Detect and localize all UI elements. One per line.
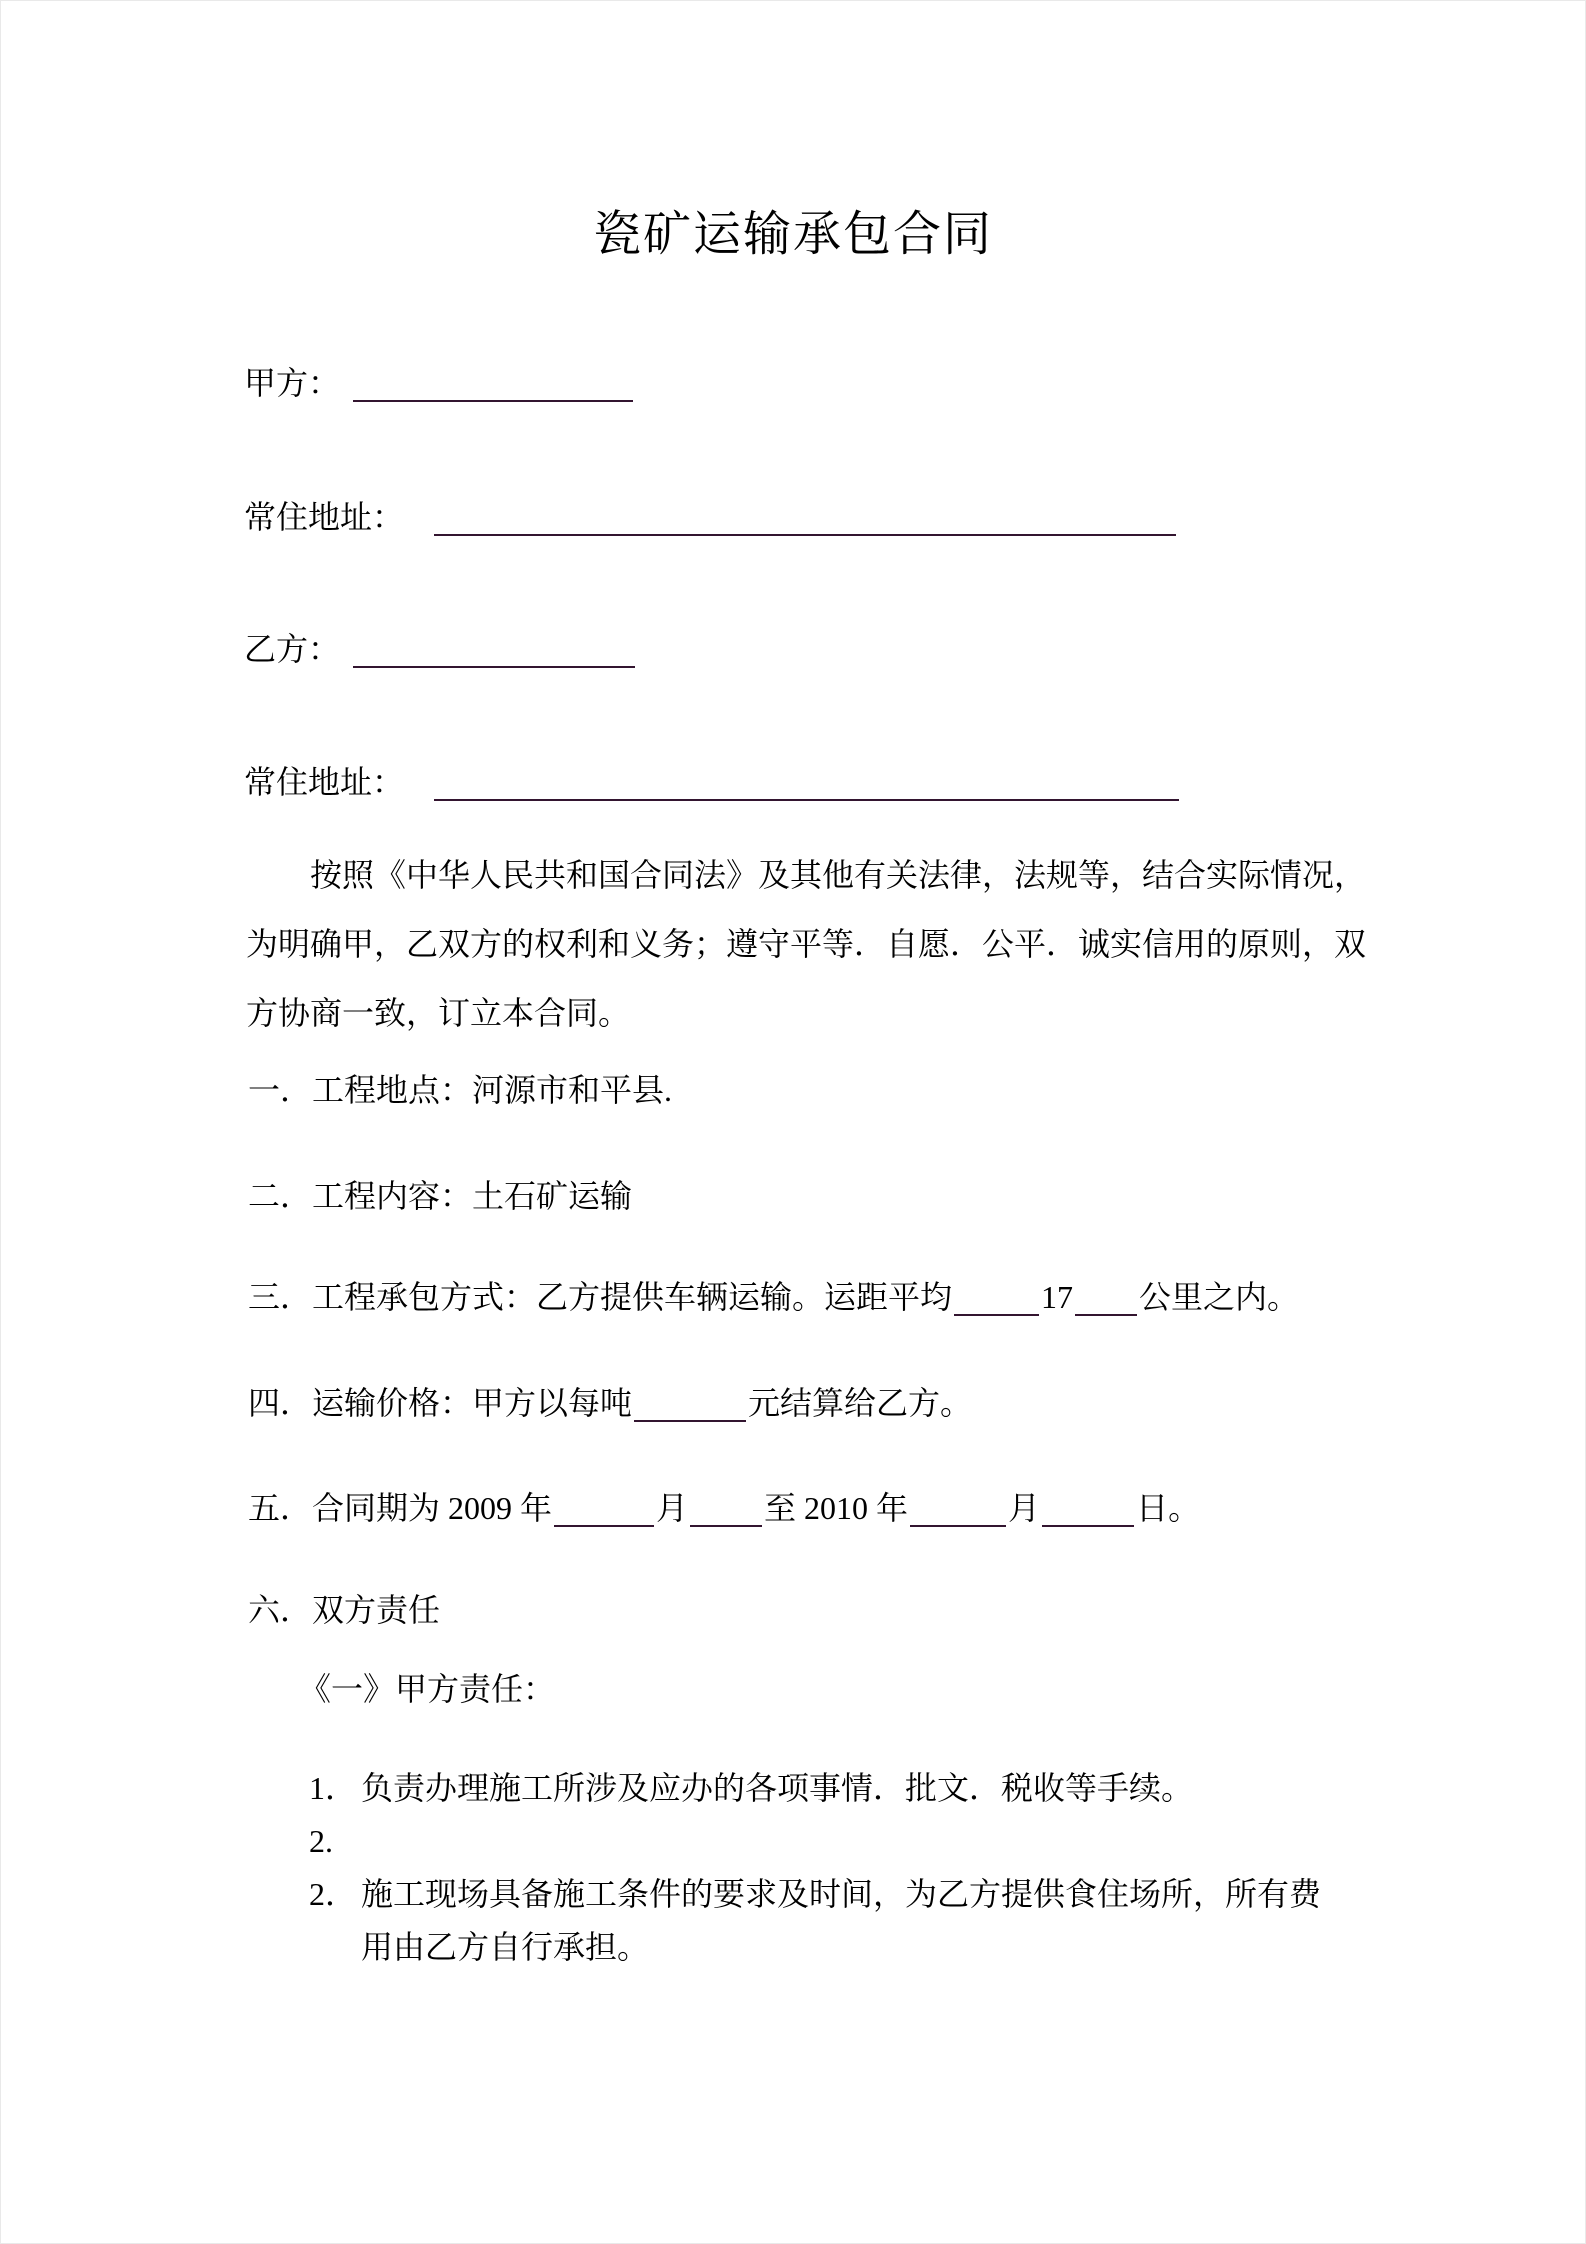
duty-item-2: [309, 1815, 1339, 1868]
blank-line: [434, 502, 1176, 536]
clause-5: [248, 1486, 1200, 1530]
blank-line: [353, 368, 633, 402]
field-party-a-address: [244, 495, 1176, 539]
preamble-line: 按照《中华人民共和国合同法》及其他有关法律，法规等，结合实际情况，: [310, 857, 1367, 893]
field-party-b: [244, 627, 635, 671]
clause-text: 月: [1008, 1490, 1041, 1526]
clause-text: 17: [1041, 1279, 1074, 1315]
clause-text: 日。: [1136, 1490, 1201, 1526]
blank-line: [1042, 1493, 1134, 1527]
duty-list: [309, 1762, 1339, 1974]
blank-line: [1075, 1282, 1137, 1316]
field-label: 甲方：: [244, 365, 341, 401]
clause-2: [248, 1174, 632, 1218]
section-heading: 《一》甲方责任：: [299, 1671, 556, 1707]
item-text: 施工现场具备施工条件的要求及时间，为乙方提供食住场所，所有费用由乙方自行承担。: [361, 1876, 1322, 1965]
preamble-paragraph: [246, 841, 1366, 1048]
field-party-a: [244, 361, 633, 405]
clause-text: 元结算给乙方。: [748, 1385, 973, 1421]
item-marker: 2．: [309, 1876, 358, 1912]
item-text: [361, 1815, 1339, 1868]
blank-line: [554, 1493, 654, 1527]
item-text: 负责办理施工所涉及应办的各项事情．批文．税收等手续。: [361, 1770, 1194, 1806]
clause-text: 四．运输价格：甲方以每吨: [248, 1385, 633, 1421]
preamble-line: 方协商一致，订立本合同。: [246, 995, 631, 1031]
blank-line: [910, 1493, 1006, 1527]
blank-line: [634, 1388, 746, 1422]
clause-text: 五．合同期为 2009 年: [248, 1490, 553, 1526]
clause-text: 三．工程承包方式：乙方提供车辆运输。运距平均: [248, 1279, 953, 1315]
clause-6: [248, 1588, 440, 1632]
duty-item-3: [309, 1868, 1339, 1974]
item-marker: 1．: [309, 1770, 358, 1806]
clause-text: 二．工程内容：土石矿运输: [248, 1178, 633, 1214]
item-marker: 2.: [309, 1823, 333, 1859]
field-label: 常住地址：: [244, 499, 405, 535]
clause-text: 至 2010 年: [764, 1490, 909, 1526]
blank-line: [434, 767, 1179, 801]
clause-text: 六．双方责任: [248, 1592, 441, 1628]
blank-line: [353, 634, 635, 668]
blank-line: [954, 1282, 1039, 1316]
field-label: 常住地址：: [244, 764, 405, 800]
field-party-b-address: [244, 760, 1179, 804]
clause-text: 公里之内。: [1139, 1279, 1300, 1315]
preamble-line: 为明确甲，乙双方的权利和义务；遵守平等．自愿．公平．诚实信用的原则，双: [246, 926, 1367, 962]
field-label: 乙方：: [244, 631, 341, 667]
clause-text: 月: [656, 1490, 689, 1526]
document-title: 瓷矿运输承包合同: [592, 208, 993, 261]
clause-text: 一．工程地点：河源市和平县.: [248, 1072, 673, 1108]
clause-3: [248, 1275, 1299, 1319]
clause-1: [248, 1068, 672, 1112]
blank-line: [690, 1493, 762, 1527]
duty-item-1: [309, 1762, 1339, 1815]
clause-4: [248, 1381, 972, 1425]
